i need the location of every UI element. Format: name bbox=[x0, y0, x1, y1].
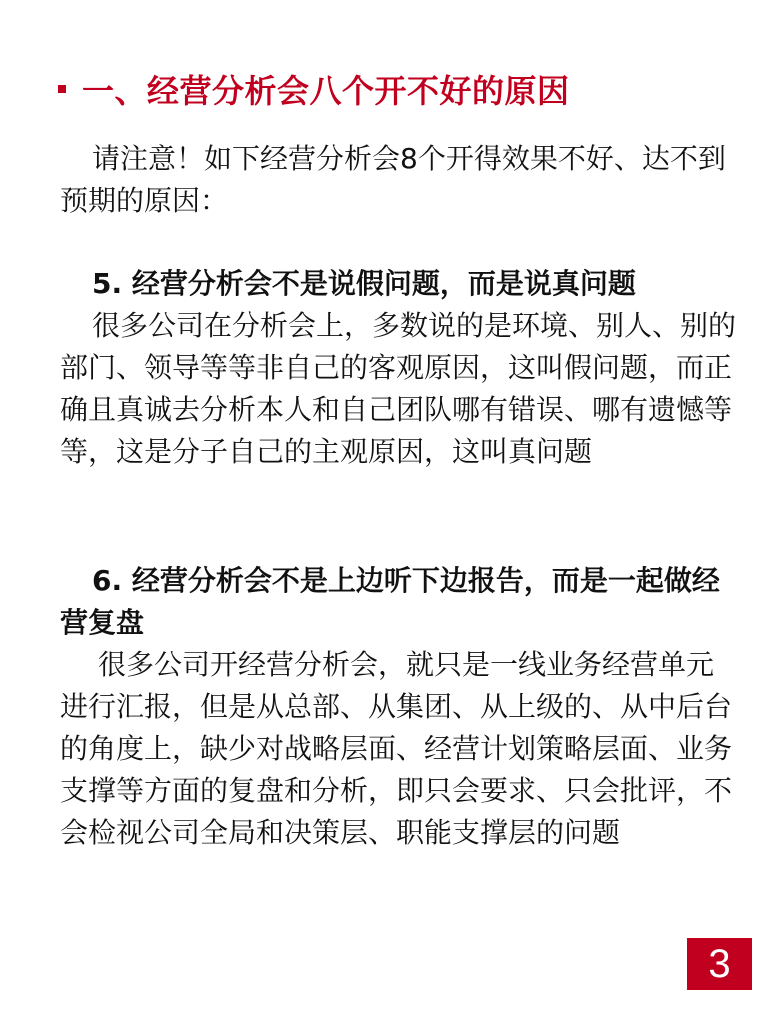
heading-title: 一、经营分析会八个开不好的原因 bbox=[82, 72, 570, 110]
section-6-title: 6. 经营分析会不是上边听下边报告，而是一起做经营复盘 bbox=[60, 564, 720, 639]
intro-paragraph: 请注意！如下经营分析会8个开得效果不好、达不到预期的原因： bbox=[60, 142, 726, 217]
section-heading bbox=[58, 66, 570, 112]
bullet-square-icon bbox=[58, 85, 66, 93]
page-number-badge: 3 bbox=[687, 938, 752, 990]
section-5-title: 5. 经营分析会不是说假问题，而是说真问题 bbox=[92, 267, 636, 300]
section-5-body: 很多公司在分析会上，多数说的是环境、别人、别的部门、领导等等非自己的客观原因，这叫假问题，而正确且真诚去分析本人和自己团队哪有错误、哪有遗憾等等，这是分子自己的主观原因，这叫真问题 bbox=[60, 309, 737, 468]
section-6-body: 很多公司开经营分析会，就只是一线业务经营单元进行汇报，但是从总部、从集团、从上级的、从中后台的角度上，缺少对战略层面、经营计划策略层面、业务支撑等方面的复盘和分析，即只会要求、只会批评，不会检视公司全局和决策层、职能支撑层的问题 bbox=[60, 648, 733, 849]
